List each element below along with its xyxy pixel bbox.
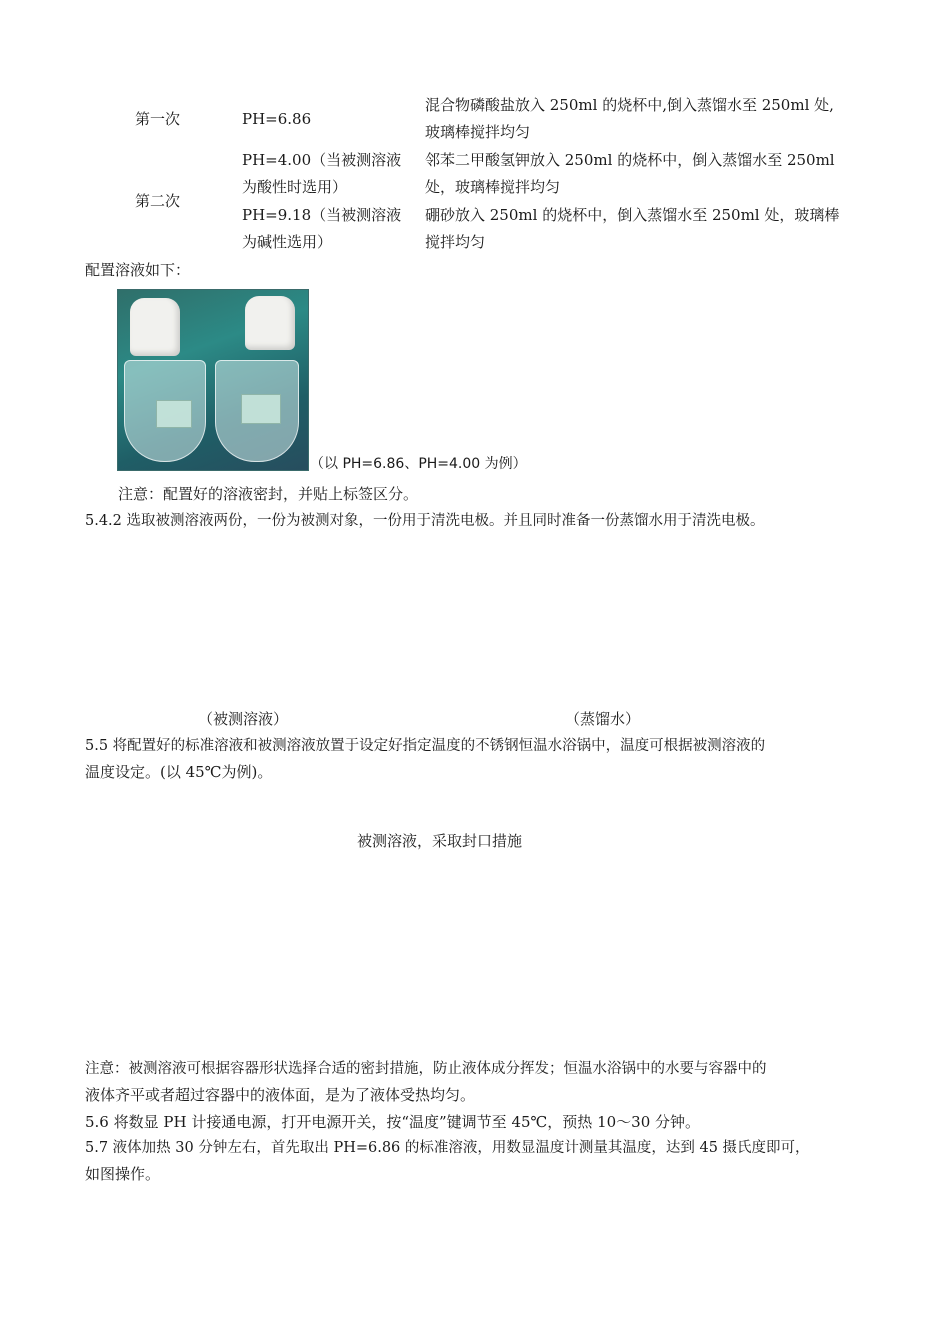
section-5-4-2: 5.4.2 选取被测溶液两份，一份为被测对象，一份用于清洗电极。并且同时准备一份蒸馏水用于清洗电极。 <box>85 513 765 529</box>
row2-label: 第二次 <box>135 192 181 210</box>
row2-sub1-desc-line2: 处，玻璃棒搅拌均匀 <box>425 178 561 196</box>
note2-line1: 注意：被测溶液可根据容器形状选择合适的密封措施，防止液体成分挥发；恒温水浴锅中的水要与容器中的 <box>85 1061 767 1077</box>
section-5-7-line2: 如图操作。 <box>85 1165 161 1183</box>
row2-sub2-desc-line1: 硼砂放入 250ml 的烧杯中，倒入蒸馏水至 250ml 处，玻璃棒 <box>425 206 840 224</box>
row1-desc-line2: 玻璃棒搅拌均匀 <box>425 123 531 141</box>
row1-desc-line1: 混合物磷酸盐放入 250ml 的烧杯中,倒入蒸馏水至 250ml 处, <box>425 96 834 114</box>
row2-sub2-ph-line2: 为碱性选用） <box>242 233 333 251</box>
row2-sub2-ph-line1: PH=9.18（当被测溶液 <box>242 206 402 224</box>
solution-flasks-photo <box>117 289 309 471</box>
row2-sub1-ph-line1: PH=4.00（当被测溶液 <box>242 151 402 169</box>
row2-sub1-desc-line1: 邻苯二甲酸氢钾放入 250ml 的烧杯中，倒入蒸馏水至 250ml <box>425 151 835 169</box>
caption-distilled-water: （蒸馏水） <box>565 710 641 728</box>
photo-caption: （以 PH=6.86、PH=4.00 为例） <box>310 456 527 472</box>
row1-ph: PH=6.86 <box>242 110 312 128</box>
row2-sub1-ph-line2: 为酸性时选用） <box>242 178 348 196</box>
caption-test-solution: （被测溶液） <box>198 710 289 728</box>
section-5-5-line2: 温度设定。(以 45℃为例)。 <box>85 763 273 781</box>
section-5-6: 5.6 将数显 PH 计接通电源，打开电源开关，按“温度”键调节至 45℃，预热 10～30 分钟。 <box>85 1113 701 1131</box>
sealed-solution-caption: 被测溶液，采取封口措施 <box>357 832 523 850</box>
row2-sub2-desc-line2: 搅拌均匀 <box>425 233 486 251</box>
prep-note: 注意：配置好的溶液密封，并贴上标签区分。 <box>118 485 419 503</box>
prep-intro: 配置溶液如下： <box>85 261 191 279</box>
note2-line2: 液体齐平或者超过容器中的液体面，是为了液体受热均匀。 <box>85 1086 476 1104</box>
section-5-7-line1: 5.7 液体加热 30 分钟左右，首先取出 PH=6.86 的标准溶液，用数显温度计测量其温度，达到 45 摄氏度即可， <box>85 1140 810 1156</box>
row1-label: 第一次 <box>135 110 181 128</box>
section-5-5-line1: 5.5 将配置好的标准溶液和被测溶液放置于设定好指定温度的不锈钢恒温水浴锅中，温度可根据被测溶液的 <box>85 738 766 754</box>
